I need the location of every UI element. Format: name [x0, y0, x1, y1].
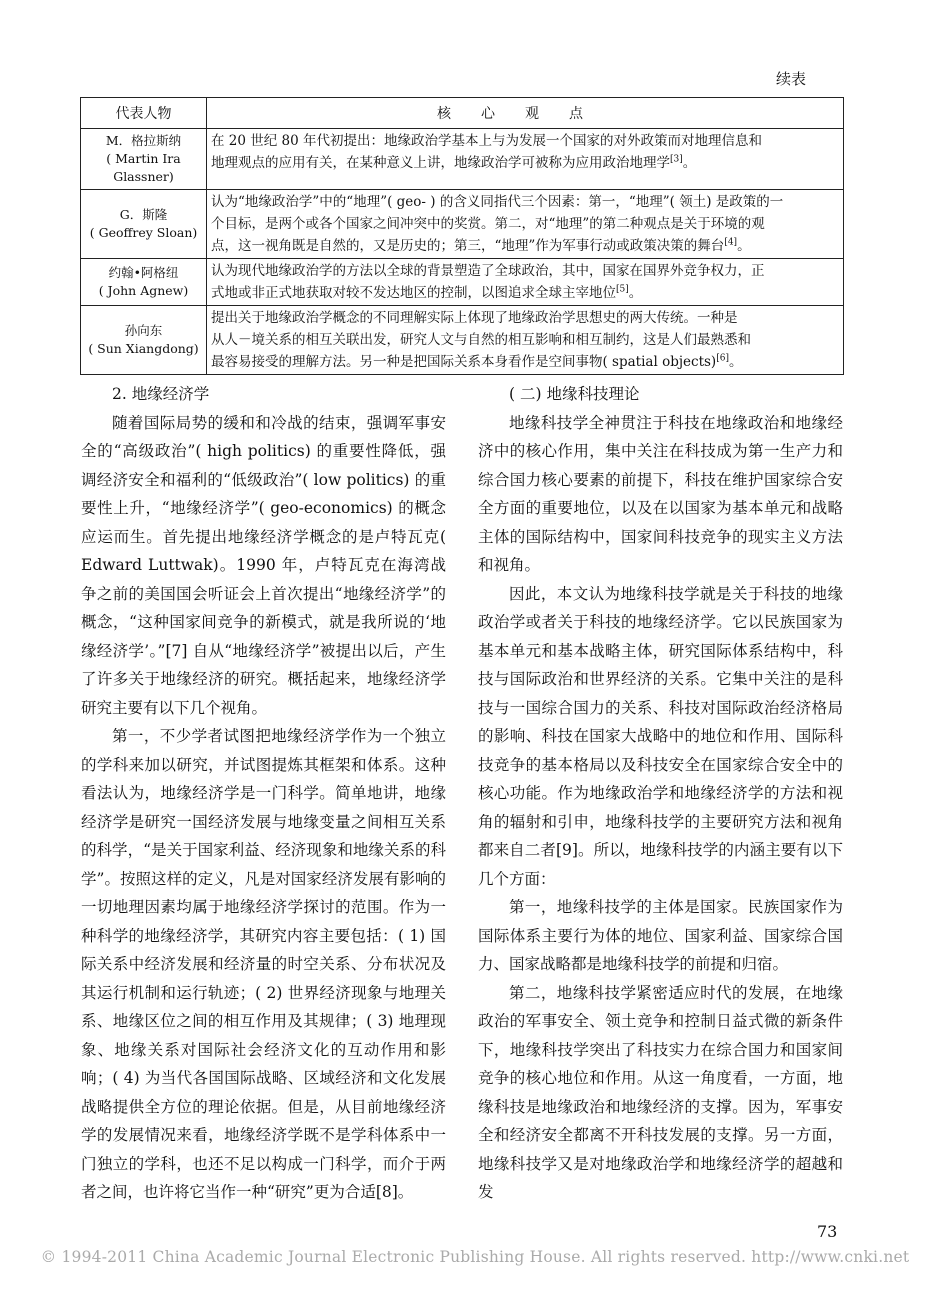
body-paragraph: 第二，地缘科技学紧密适应时代的发展，在地缘政治的军事安全、领土竞争和控制日益式微的新条件下，地缘科技学突出了科技实力在综合国力和国家间竞争的核心地位和作用。从这一角度看，一方面，地缘科技是地缘政治和地缘经济的支撑。因为，军事安全和经济安全都离不开科技发展的支撑。另一方面，地缘科技学又是对地缘政治学和地缘经济学的超越和发: [478, 983, 843, 1201]
person-name-cn: M．格拉斯纳: [105, 133, 182, 148]
person-name-en: ( Martin Ira Glassner): [106, 151, 181, 184]
viewpoint-cell: [207, 190, 844, 259]
section-heading-geo-economics: 2. 地缘经济学: [112, 385, 210, 403]
body-paragraph: 地缘科技学全神贯注于科技在地缘政治和地缘经济中的核心作用，集中关注在科技成为第一生产力和综合国力核心要素的前提下，科技在维护国家综合安全方面的重要地位，以及在以国家为基本单元和战略主体的国际结构中，国家间科技竞争的现实主义方法和视角。: [478, 413, 843, 574]
citation-ref: [5]: [616, 284, 629, 295]
body-paragraph: 第一，地缘科技学的主体是国家。民族国家作为国际体系主要行为体的地位、国家利益、国家综合国力、国家战略都是地缘科技学的前提和归宿。: [478, 898, 843, 973]
body-paragraph: 第一，不少学者试图把地缘经济学作为一个独立的学科来加以研究，并试图提炼其框架和体系。这种看法认为，地缘经济学是一门科学。简单地讲，地缘经济学是研究一国经济发展与地缘变量之间相互关系的科学，“是关于国家利益、经济现象和地缘关系的科学”。按照这样的定义，凡是对国家经济发展有影响的一切地理因素均属于地缘经济学探讨的范围。作为一种科学的地缘经济学，其研究内容主要包括：( 1) 国际关系中经济发展和经济量的时空关系、分布状况及其运行机制和运行轨迹；( 2) 世界经济现象与地理关系、地缘区位之间的相互作用及其规律；( 3) 地理现象、地缘关系对国际社会经济文化的互动作用和影响；( 4) 为当代各国国际战略、区域经济和文化发展战略提供全方位的理论依据。但是，从目前地缘经济学的发展情况来看，地缘经济学既不是学科体系中一门独立的学科，也还不足以构成一门科学，而介于两者之间，也许将它当作一种“研究”更为合适[8]。: [81, 727, 446, 1201]
person-name-en: ( Sun Xiangdong): [88, 341, 199, 356]
viewpoint-cell: [207, 259, 844, 306]
person-cell: [81, 259, 207, 306]
table-header-row: [81, 98, 844, 129]
person-cell: [81, 129, 207, 190]
column-header-viewpoint: 核心观点: [207, 98, 844, 129]
left-column: [81, 380, 446, 1207]
viewpoint-line: 地理观点的应用有关，在某种意义上讲，地缘政治学可被称为应用政治地理学: [211, 155, 670, 171]
column-header-person: 代表人物: [81, 98, 207, 129]
person-name-en: ( John Agnew): [98, 283, 189, 298]
viewpoint-line: 个目标，是两个或各个国家之间冲突中的奖赏。第二，对“地理”的第二种观点是关于环境的观: [211, 216, 765, 232]
viewpoint-line: 在 20 世纪 80 年代初提出：地缘政治学基本上与为发展一个国家的对外政策而对地理信息和: [211, 133, 763, 149]
copyright-footer: © 1994-2011 China Academic Journal Electronic Publishing House. All rights reserved. http://www.cnki.net: [40, 1248, 910, 1266]
person-name-cn: 孙向东: [124, 323, 163, 338]
person-cell: [81, 190, 207, 259]
body-paragraph: 随着国际局势的缓和和冷战的结束，强调军事安全的“高级政治”( high politics) 的重要性降低，强调经济安全和福利的“低级政治”( low politics) 的重要性上升，“地缘经济学”( geo-economics) 的概念应运而生。首先提出地缘经济学概念的是卢特瓦克( Edward Luttwak)。1990 年，卢特瓦克在海湾战争之前的美国国会听证会上首次提出“地缘经济学”的概念，“这种国家间竞争的新模式，就是我所说的‘地缘经济学’。”[7] 自从“地缘经济学”被提出以后，产生了许多关于地缘经济的研究。概括起来，地缘经济学研究主要有以下几个视角。: [81, 413, 446, 717]
viewpoint-end: 。: [628, 285, 643, 301]
viewpoint-cell: [207, 129, 844, 190]
viewpoint-end: 。: [737, 238, 751, 254]
viewpoints-table: [80, 97, 844, 375]
table-row: [81, 259, 844, 306]
viewpoint-line: 式地或非正式地获取对较不发达地区的控制，以图追求全球主宰地位: [211, 285, 616, 301]
viewpoint-line-last: [211, 351, 839, 373]
person-cell: [81, 306, 207, 375]
viewpoint-line: 从人－境关系的相互关联出发，研究人文与自然的相互影响和相互制约，这是人们最熟悉和: [211, 332, 751, 348]
viewpoint-line: 认为现代地缘政治学的方法以全球的背景塑造了全球政治，其中，国家在国界外竞争权力，正: [211, 263, 765, 279]
continued-label: 续表: [776, 70, 807, 88]
viewpoint-line-last: [211, 282, 839, 304]
person-name-cn: 约翰•阿格纽: [108, 265, 179, 280]
citation-ref: [3]: [670, 154, 683, 165]
table-row: [81, 190, 844, 259]
viewpoint-cell: [207, 306, 844, 375]
viewpoint-end: 。: [728, 354, 743, 370]
right-column: [478, 380, 843, 1207]
viewpoint-line-last: [211, 235, 839, 257]
body-paragraph: 因此，本文认为地缘科技学就是关于科技的地缘政治学或者关于科技的地缘经济学。它以民族国家为基本单元和基本战略主体，研究国际体系结构中，科技与国际政治和世界经济的关系。它集中关注的是科技与一国综合国力的关系、科技对国际政治经济格局的影响、科技在国家大战略中的地位和作用、国际科技竞争的基本格局以及科技安全在国家综合安全中的核心功能。作为地缘政治学和地缘经济学的方法和视角的辐射和引申，地缘科技学的主要研究方法和视角都来自二者[9]。所以，地缘科技学的内涵主要有以下几个方面：: [478, 584, 843, 888]
page-number: 73: [817, 1222, 838, 1241]
viewpoint-line: 认为“地缘政治学”中的“地理”( geo- ) 的含义同指代三个因素：第一，“地理”( 领土) 是政策的一: [211, 194, 784, 210]
section-heading-geo-technology: ( 二) 地缘科技理论: [509, 385, 640, 403]
person-name-cn: G．斯隆: [119, 207, 168, 222]
viewpoint-end: 。: [682, 155, 697, 171]
citation-ref: [6]: [716, 353, 729, 364]
table-row: [81, 306, 844, 375]
viewpoint-line: 点，这一视角既是自然的，又是历史的；第三，“地理”作为军事行动或政策决策的舞台: [211, 238, 725, 254]
viewpoint-line-last: [211, 152, 839, 174]
table-row: [81, 129, 844, 190]
viewpoint-line: 提出关于地缘政治学概念的不同理解实际上体现了地缘政治学思想史的两大传统。一种是: [211, 310, 738, 326]
viewpoint-line: 最容易接受的理解方法。另一种是把国际关系本身看作是空间事物( spatial objects): [211, 354, 717, 370]
citation-ref: [4]: [724, 237, 738, 248]
person-name-en: ( Geoffrey Sloan): [89, 225, 198, 240]
